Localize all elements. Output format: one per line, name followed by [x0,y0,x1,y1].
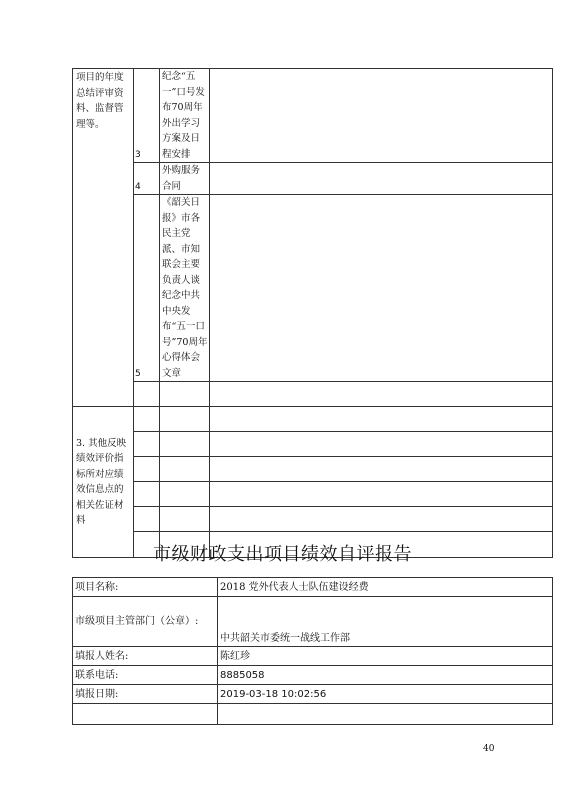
note-cell [210,382,553,407]
row-number: 3 [134,69,160,163]
report-info-table [72,577,553,725]
note-cell [210,195,553,382]
row-number [134,382,160,407]
evidence-table [72,68,553,558]
material-cell [160,457,210,482]
field-label: 项目名称: [73,578,218,597]
note-cell [210,69,553,163]
material-cell [160,382,210,407]
empty-cell [218,704,553,725]
note-cell [210,432,553,457]
field-label: 填报人姓名: [73,647,218,666]
field-label: 联系电话: [73,666,218,685]
category-cell-review: 项目的年度总结评审资料、监督管理等。 [73,69,134,407]
field-value: 陈红珍 [218,647,553,666]
row-number [134,507,160,532]
field-label: 市级项目主管部门（公章）: [73,597,218,647]
field-value: 2019-03-18 10:02:56 [218,685,553,704]
field-value: 中共韶关市委统一战线工作部 [218,597,553,647]
material-cell: 《韶关日报》市各民主党派、市知联会主要负责人谈纪念中共中央发布“五一口号”70周年心得体会文章 [160,195,210,382]
row-number [134,407,160,432]
field-value: 8885058 [218,666,553,685]
row-number: 5 [134,195,160,382]
material-cell [160,432,210,457]
note-cell [210,457,553,482]
note-cell [210,482,553,507]
material-cell: 外购服务合同 [160,163,210,195]
material-cell [160,482,210,507]
report-title: 市级财政支出项目绩效自评报告 [153,544,412,565]
category-cell-other: 3. 其他反映绩效评价指标所对应绩效信息点的相关佐证材料 [73,407,134,558]
row-number [134,482,160,507]
material-cell: 纪念“五一”口号发布70周年外出学习方案及日程安排 [160,69,210,163]
empty-cell [73,704,218,725]
note-cell [210,407,553,432]
row-number [134,432,160,457]
material-cell [160,507,210,532]
material-cell [160,407,210,432]
note-cell [210,507,553,532]
field-label: 填报日期: [73,685,218,704]
field-value: 2018 党外代表人士队伍建设经费 [218,578,553,597]
page-number: 40 [483,744,495,754]
row-number [134,457,160,482]
row-number: 4 [134,163,160,195]
note-cell [210,163,553,195]
